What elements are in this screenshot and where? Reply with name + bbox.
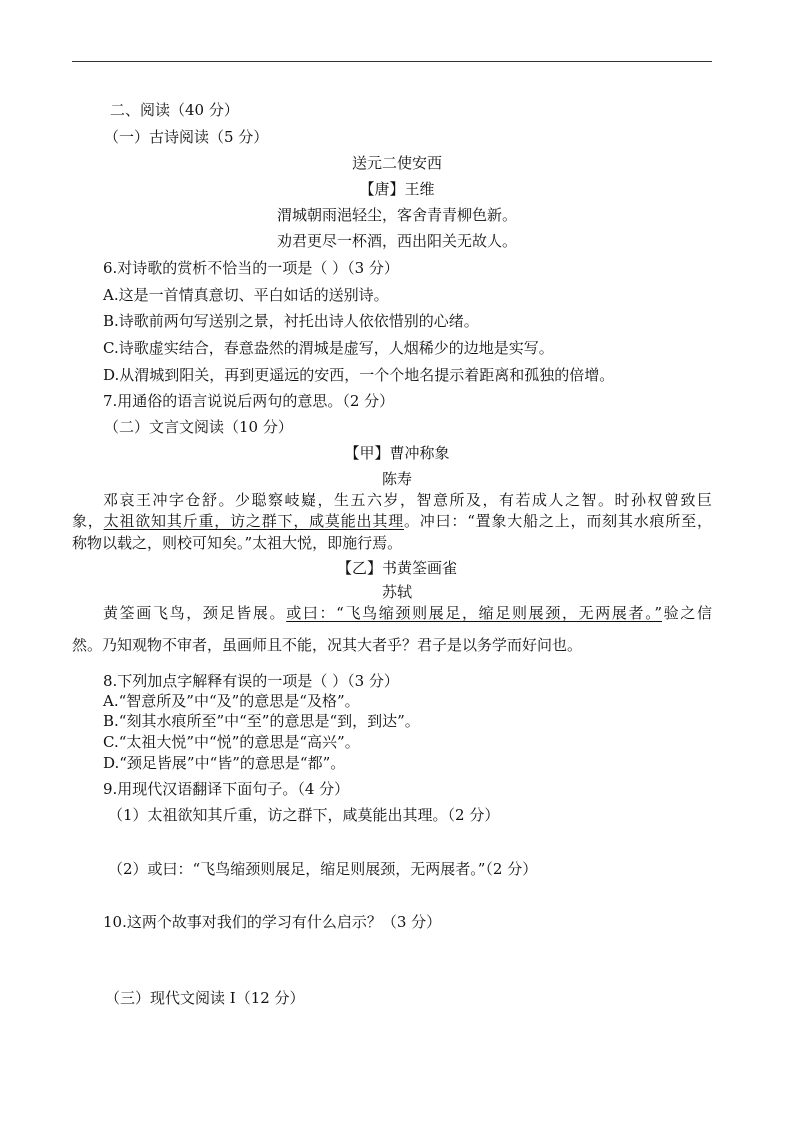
text-b-author: 苏轼: [381, 583, 412, 601]
text-a-line: 称物以载之，则校可知矣。”太祖大悦，即施行焉。: [72, 534, 403, 552]
text-b-title: 【乙】书黄筌画雀: [336, 559, 457, 577]
text-b-line-after: 验之信: [662, 604, 712, 622]
poem-line: 渭城朝雨浥轻尘，客舍青青柳色新。: [276, 206, 517, 224]
question-9-item-2: （2）或曰：“飞鸟缩颈则展足，缩足则展颈，无两展者。”（2 分）: [108, 860, 538, 878]
question-8-option-a: A.“智意所及”中“及”的意思是“及格”。: [103, 692, 360, 710]
question-9-stem: 9.用现代汉语翻译下面句子。（4 分）: [103, 780, 350, 798]
text-a-line: 邓哀王冲字仓舒。少聪察岐嶷，生五六岁，智意所及，有若成人之智。时孙权曾致巨: [103, 491, 712, 509]
text-a-line: [72, 511, 712, 531]
poem-line: 劝君更尽一杯酒，西出阳关无故人。: [276, 232, 517, 250]
question-8-option-c: C.“太祖大悦”中“悦”的意思是“高兴”。: [103, 733, 360, 751]
question-8-stem: 8.下列加点字解释有误的一项是（ ）（3 分）: [103, 672, 399, 690]
underlined-sentence: 太祖欲知其斤重，访之群下，咸莫能出其理: [103, 512, 404, 530]
question-6-option-d: D.从渭城到阳关，再到更遥远的安西，一个个地名提示着距离和孤独的倍增。: [103, 366, 615, 384]
section-title: 二、阅读（40 分）: [110, 101, 239, 119]
text-a-title: 【甲】曹冲称象: [344, 444, 450, 462]
text-b-line-before: 黄筌画飞鸟，颈足皆展。: [103, 604, 287, 622]
text-b-line: 然。乃知观物不审者，虽画师且不能，况其大者乎？君子是以务学而好问也。: [72, 636, 583, 654]
underlined-sentence: 或曰：“飞鸟缩颈则展足，缩足则展颈，无两展者。”: [286, 604, 663, 622]
question-6-option-b: B.诗歌前两句写送别之景，衬托出诗人依依惜别的心绪。: [103, 312, 479, 330]
text-a-line-before: 象，: [72, 512, 104, 530]
question-6-stem: 6.对诗歌的赏析不恰当的一项是（ ）（3 分）: [103, 259, 399, 277]
text-b-line: [103, 603, 712, 623]
modern-part-title: （三）现代文阅读 I（12 分）: [105, 989, 305, 1007]
text-a-author: 陈寿: [381, 470, 412, 488]
question-6-option-c: C.诗歌虚实结合，春意盎然的渭城是虚写，人烟稀少的边地是实写。: [103, 339, 554, 357]
top-rule: [72, 61, 712, 62]
poem-title: 送元二使安西: [351, 154, 442, 172]
question-9-item-1: （1）太祖欲知其斤重，访之群下，咸莫能出其理。（2 分）: [108, 806, 500, 824]
classical-part-title: （二）文言文阅读（10 分）: [104, 418, 293, 436]
poem-author: 【唐】王维: [359, 180, 435, 198]
text-a-line-after: 。冲曰：“置象大船之上，而刻其水痕所至，: [403, 512, 712, 530]
question-8-option-b: B.“刻其水痕所至”中“至”的意思是“到，到达”。: [103, 712, 420, 730]
question-6-option-a: A.这是一首情真意切、平白如话的送别诗。: [103, 286, 389, 304]
question-7: 7.用通俗的语言说说后两句的意思。（2 分）: [103, 392, 395, 410]
question-8-option-d: D.“颈足皆展”中“皆”的意思是“都”。: [103, 754, 346, 772]
poetry-part-title: （一）古诗阅读（5 分）: [104, 128, 269, 146]
question-10: 10.这两个故事对我们的学习有什么启示？（3 分）: [103, 913, 442, 931]
